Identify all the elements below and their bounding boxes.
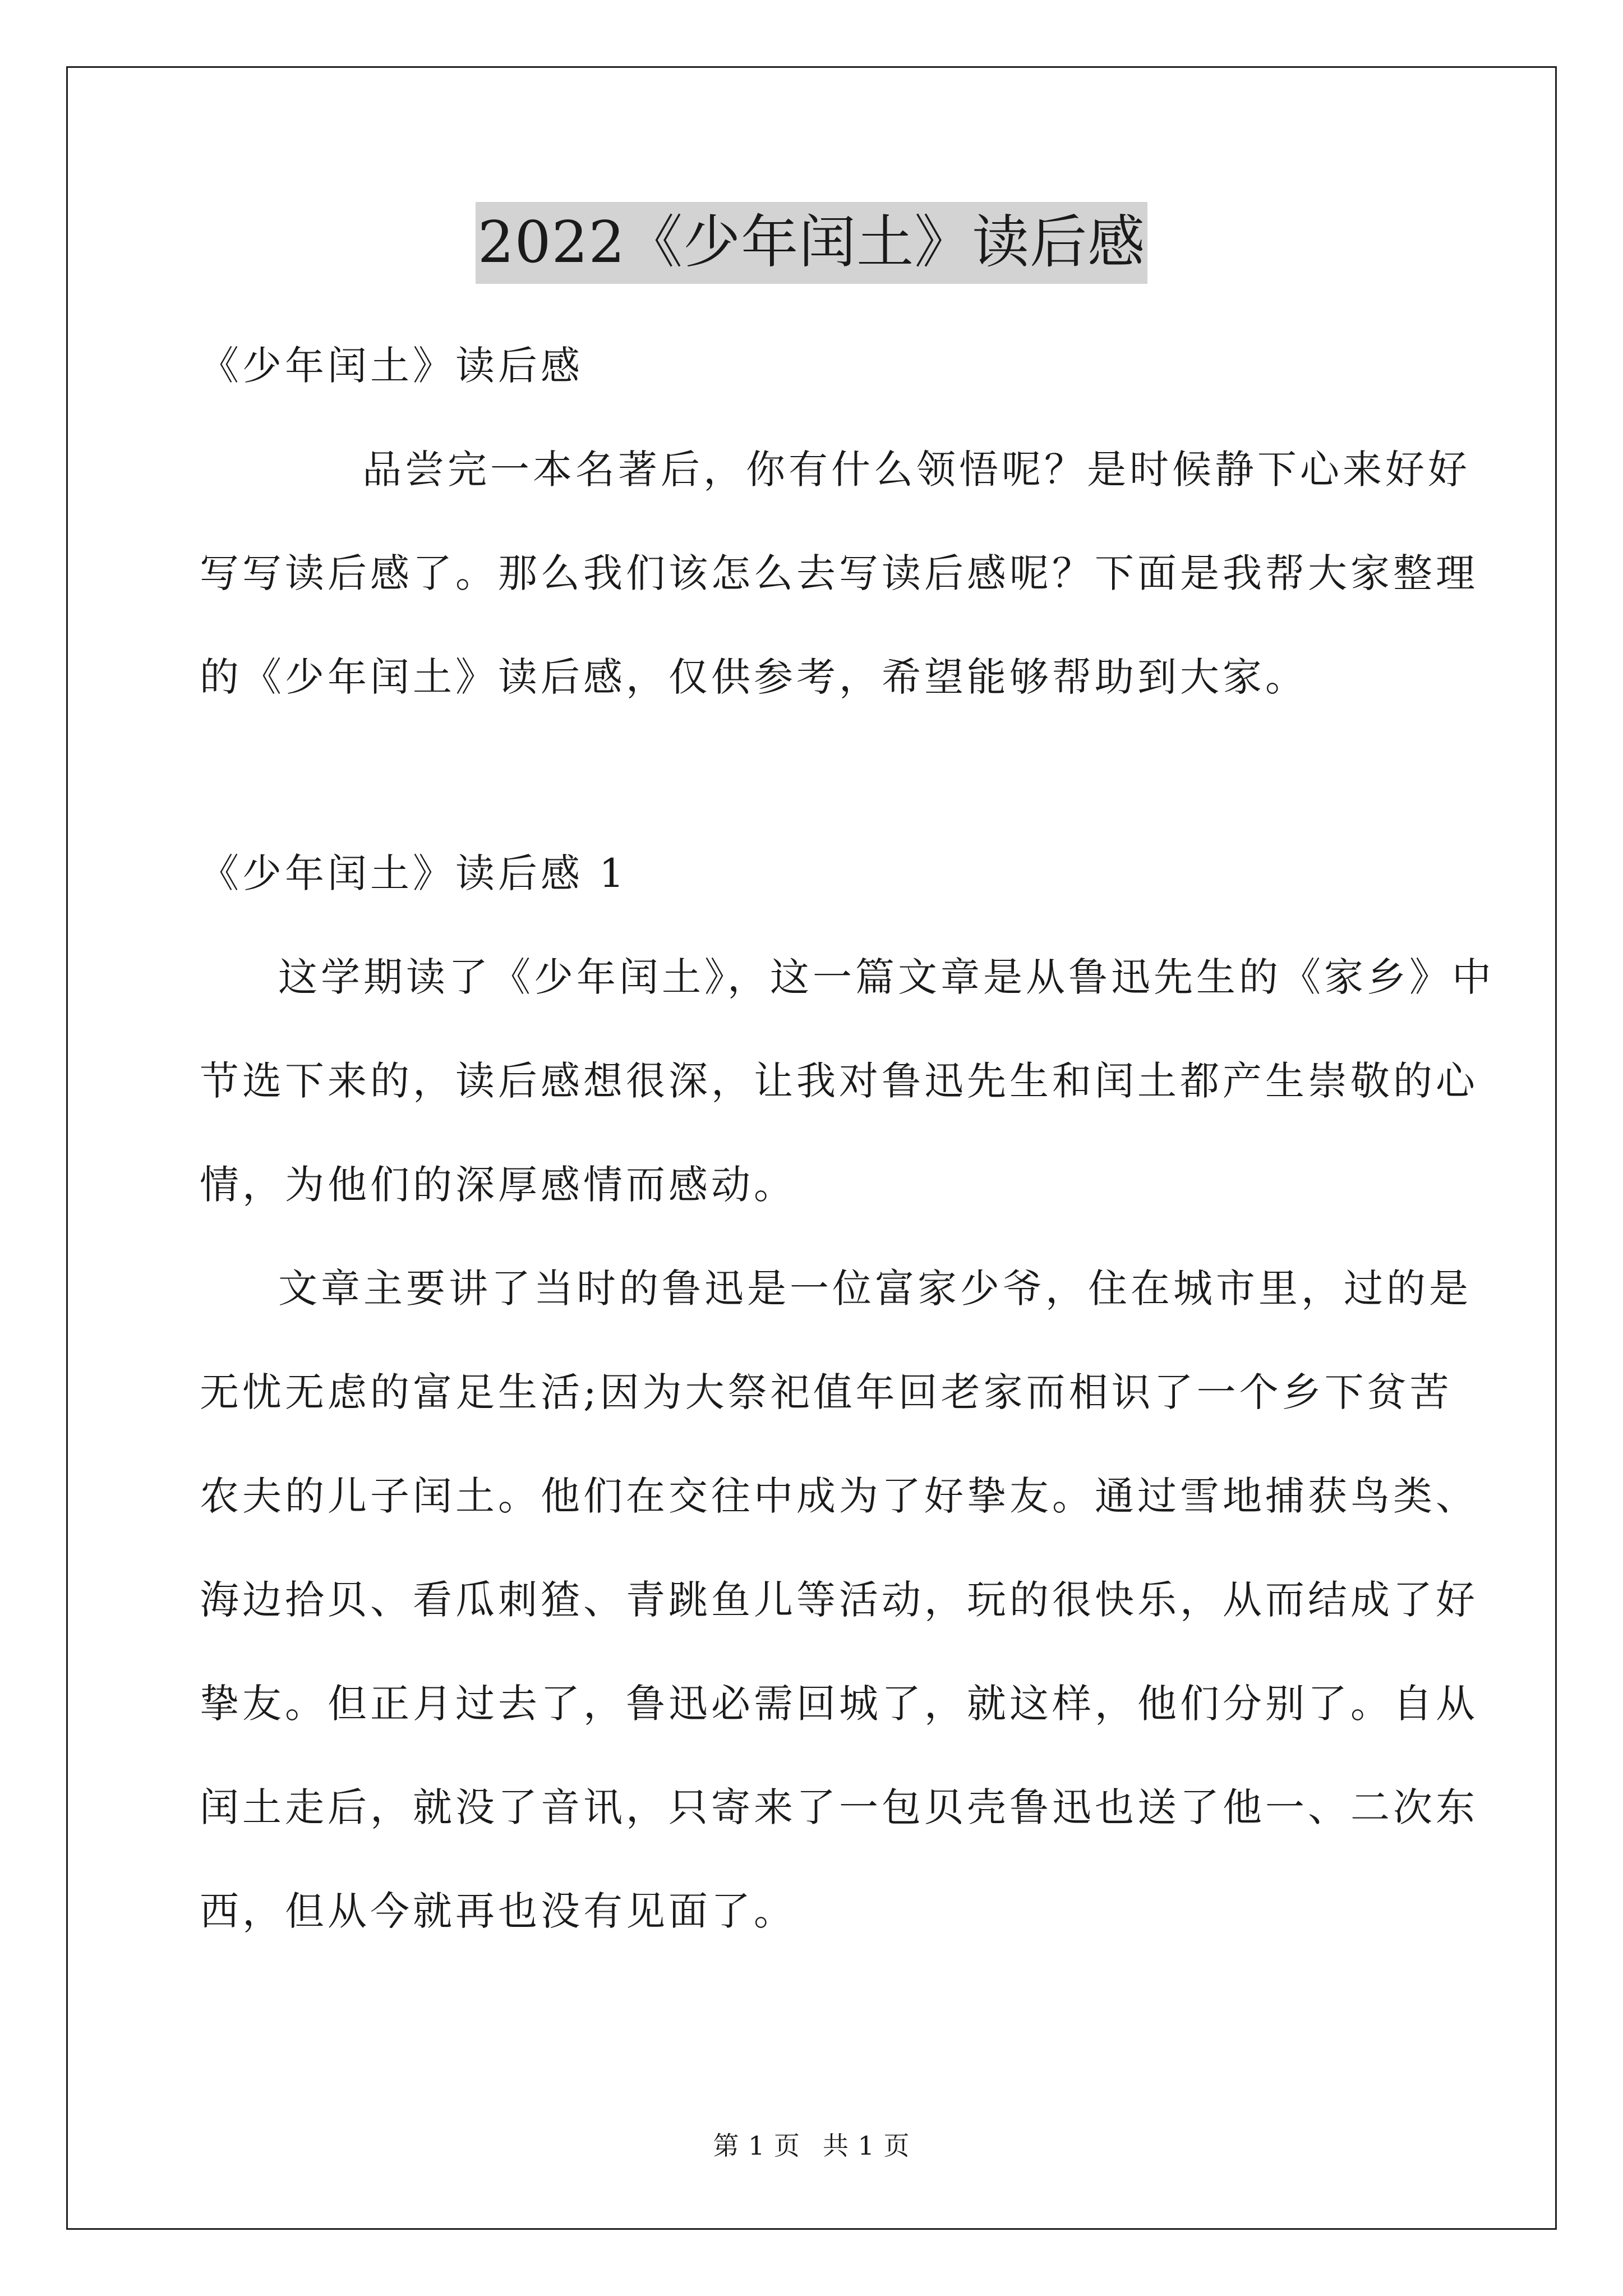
paragraph-line: 情，为他们的深厚感情而感动。 [200, 1162, 796, 1208]
intro-line: 写写读后感了。那么我们该怎么去写读后感呢？下面是我帮大家整理 [200, 550, 1478, 596]
paragraph-line: 无忧无虑的富足生活;因为大祭祀值年回老家而相识了一个乡下贫苦 [200, 1369, 1453, 1415]
page-footer [0, 2129, 1623, 2162]
page-number: 第 1 页 [713, 2131, 800, 2161]
paragraph-line: 文章主要讲了当时的鲁迅是一位富家少爷，住在城市里，过的是 [278, 1266, 1472, 1312]
document-body [200, 314, 1495, 1963]
paragraph-line: 闰土走后，就没了音讯，只寄来了一包贝壳鲁迅也送了他一、二次东 [200, 1784, 1478, 1830]
intro-line: 品尝完一本名著后，你有什么领悟呢？是时候静下心来好好 [362, 447, 1470, 493]
paragraph-line: 西，但从今就再也没有见面了。 [200, 1888, 796, 1934]
title-container [0, 202, 1623, 284]
section-heading: 《少年闰土》读后感 1 [200, 850, 628, 896]
section-gap [200, 729, 1428, 822]
paragraph-line: 挚友。但正月过去了，鲁迅必需回城了，就这样，他们分别了。自从 [200, 1681, 1478, 1727]
paragraph-line: 农夫的儿子闰土。他们在交往中成为了好挚友。通过雪地捕获鸟类、 [200, 1473, 1478, 1519]
page-total: 共 1 页 [823, 2131, 910, 2161]
paragraph-line: 节选下来的，读后感想很深，让我对鲁迅先生和闰土都产生崇敬的心 [200, 1058, 1478, 1104]
intro-heading: 《少年闰土》读后感 [200, 343, 583, 389]
paragraph-line: 这学期读了《少年闰土》，这一篇文章是从鲁迅先生的《家乡》中 [278, 954, 1495, 1000]
paragraph-line: 海边拾贝、看瓜刺猹、青跳鱼儿等活动，玩的很快乐，从而结成了好 [200, 1577, 1478, 1623]
document-title: 2022《少年闰土》读后感 [476, 202, 1148, 284]
intro-line: 的《少年闰土》读后感，仅供参考，希望能够帮助到大家。 [200, 654, 1308, 700]
